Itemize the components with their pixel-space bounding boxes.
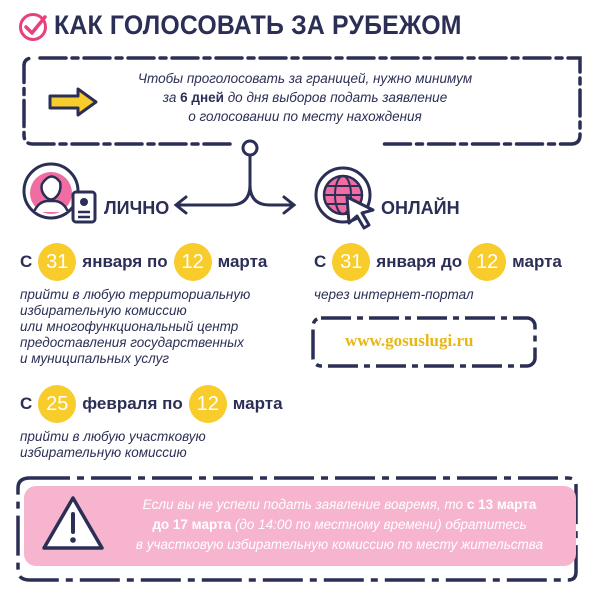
- personal-desc-1: [20, 287, 250, 367]
- warning-date-end: до 17 марта: [152, 517, 232, 532]
- intro-line-2: [120, 88, 490, 107]
- intro-text: [120, 69, 490, 126]
- personal-period-1: [20, 243, 267, 281]
- gosuslugi-link[interactable]: www.gosuslugi.ru: [345, 331, 474, 350]
- cursor-icon: [344, 194, 378, 235]
- period-prefix: С: [314, 252, 327, 271]
- end-month: марта: [217, 252, 268, 271]
- start-day-badge: 31: [38, 243, 76, 281]
- period-prefix: С: [20, 252, 33, 271]
- desc-line: избирательную комиссию: [20, 445, 187, 460]
- personal-heading: ЛИЧНО: [104, 198, 170, 218]
- start-month: февраля по: [82, 394, 183, 413]
- end-day-badge: 12: [189, 385, 227, 423]
- warning-line-2-post: (до 14:00 по местному времени) обратитесь: [231, 517, 527, 532]
- intro-line-2-post: до дня выборов подать заявление: [223, 90, 448, 105]
- end-month: марта: [232, 394, 283, 413]
- desc-line: или многофункциональный центр: [20, 319, 239, 334]
- warning-line-2: [112, 515, 567, 535]
- desc-line: избирательную комиссию: [20, 303, 187, 318]
- warning-text: [112, 495, 567, 555]
- end-day-badge: 12: [468, 243, 506, 281]
- online-heading: ОНЛАЙН: [381, 198, 460, 218]
- desc-line: прийти в любую территориальную: [20, 287, 251, 302]
- page-title: КАК ГОЛОСОВАТЬ ЗА РУБЕЖОМ: [54, 10, 462, 40]
- warning-icon: [40, 494, 106, 557]
- intro-line-1: Чтобы проголосовать за границей, нужно минимум: [137, 71, 473, 86]
- warning-line-1: [112, 495, 567, 515]
- warning-date-start: с 13 марта: [466, 497, 537, 512]
- intro-line-3: о голосовании по месту нахождения: [188, 109, 422, 124]
- desc-line: предоставления государственных: [20, 335, 244, 350]
- id-card-icon: [71, 190, 97, 229]
- start-month: января по: [82, 252, 168, 271]
- intro-days: 6 дней: [180, 90, 224, 105]
- start-month: января до: [376, 252, 463, 271]
- desc-line: и муниципальных услуг: [20, 351, 170, 366]
- desc-line: прийти в любую участковую: [20, 429, 206, 444]
- end-month: марта: [512, 252, 562, 271]
- personal-desc-2: [20, 429, 206, 461]
- arrow-right-icon: [44, 86, 102, 123]
- end-day-badge: 12: [174, 243, 212, 281]
- start-day-badge: 31: [332, 243, 370, 281]
- warning-line-3: в участковую избирательную комиссию по месту жительства: [135, 537, 544, 552]
- online-desc: через интернет-портал: [314, 287, 474, 302]
- warning-line-1-pre: Если вы не успели подать заявление вовремя, то: [142, 497, 467, 512]
- online-period: [314, 243, 562, 281]
- start-day-badge: 25: [38, 385, 76, 423]
- intro-line-2-pre: за: [162, 90, 181, 105]
- period-prefix: С: [20, 394, 33, 413]
- personal-period-2: [20, 385, 283, 423]
- check-icon: [18, 12, 48, 47]
